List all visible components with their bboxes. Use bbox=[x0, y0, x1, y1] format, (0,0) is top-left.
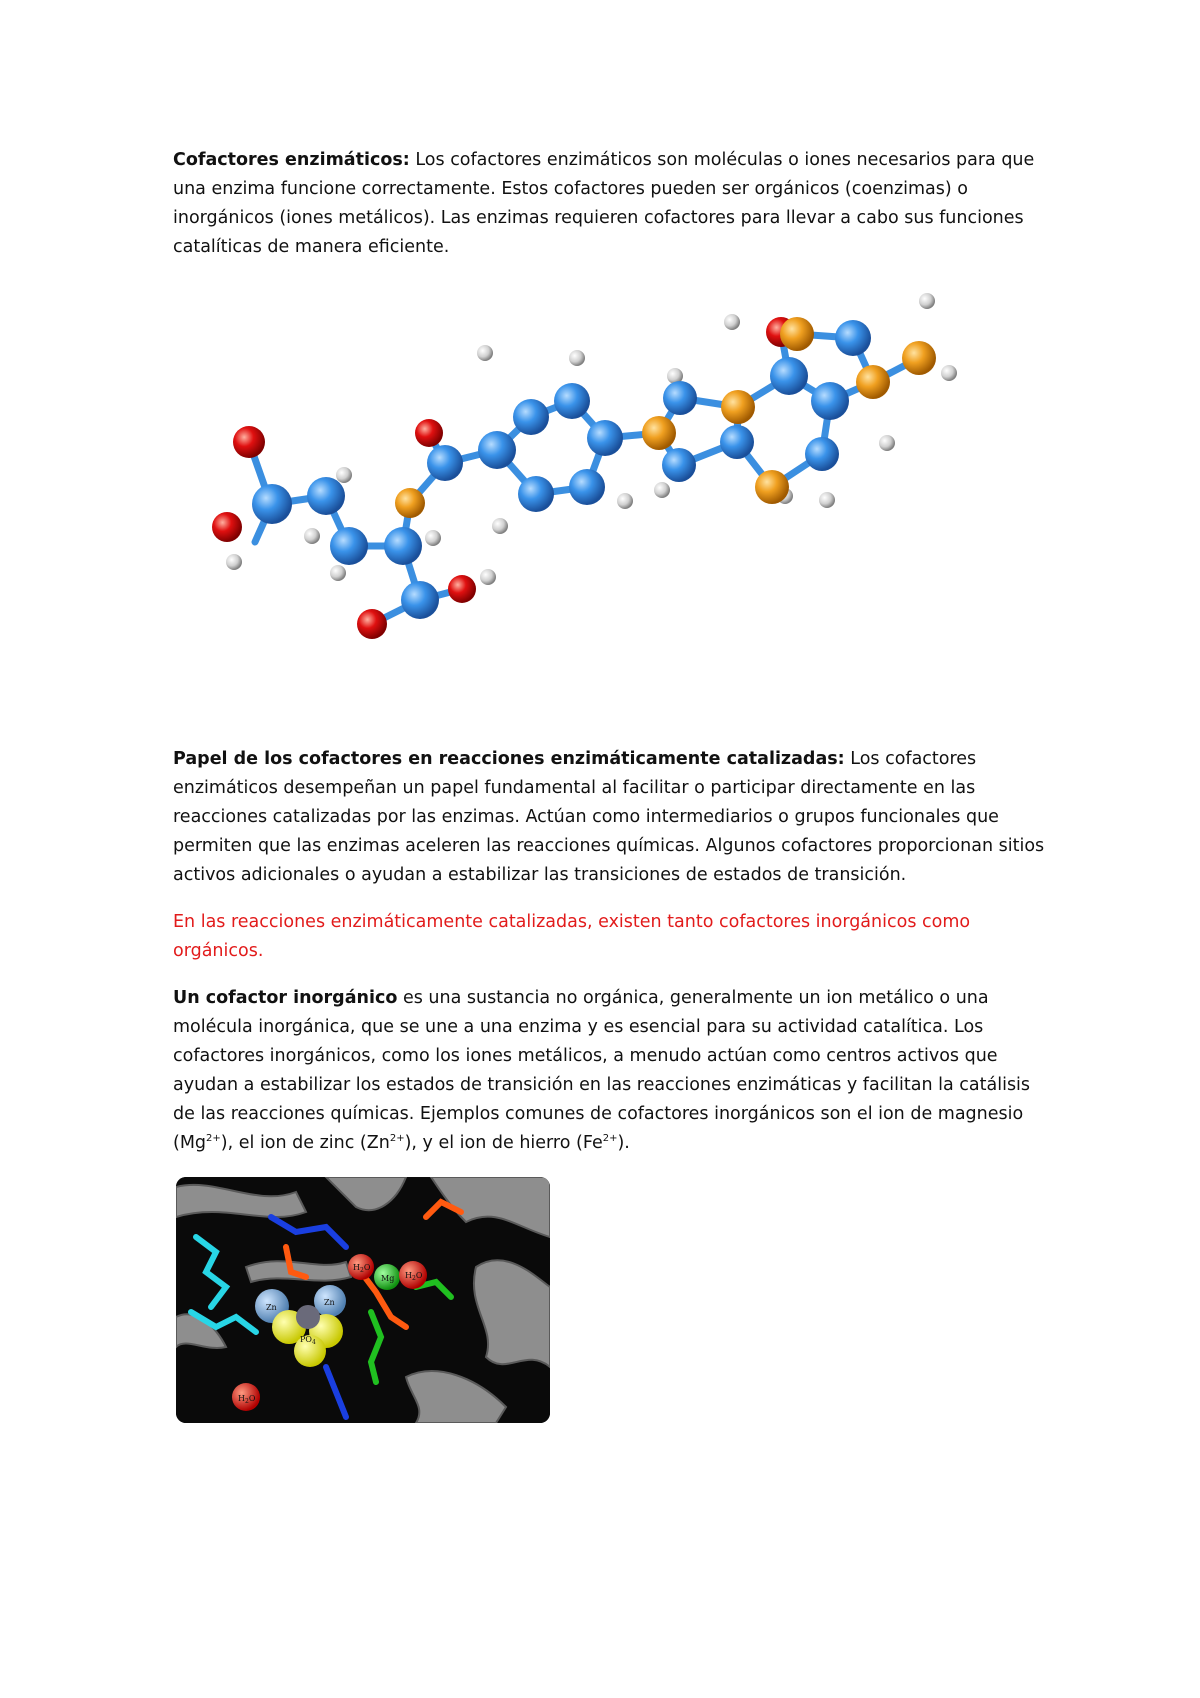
folic-acid-molecule-figure bbox=[205, 290, 1025, 710]
enzyme-active-site-figure bbox=[176, 1177, 550, 1423]
paragraph-text: es una sustancia no orgánica, generalmente un ion metálico o una molécula inorgánica, que se une a una enzima y es esencial para su actividad catalítica. Los cofactores inorgánicos, como los iones metálicos, a menudo actúan como centros activos que ayudan a estabilizar los estados de transición en las reacciones enzimáticas y facilitan la catálisis de las reacciones químicas. Ejemplos comunes de cofactores inorgánicos son el ion de magnesio (Mg bbox=[173, 988, 1031, 1153]
zn-label-1: Zn bbox=[266, 1303, 277, 1312]
water-label-1-o: O bbox=[363, 1263, 371, 1272]
highlight-paragraph bbox=[173, 908, 1053, 966]
po4-label-text: PO bbox=[300, 1335, 312, 1344]
fe-charge: 2+ bbox=[602, 1133, 618, 1145]
water-label-2-h: H bbox=[405, 1271, 412, 1280]
mg-label: Mg bbox=[381, 1274, 395, 1283]
water-label-3-h: H bbox=[238, 1394, 245, 1403]
water-label-2-sub: 2 bbox=[411, 1275, 416, 1282]
water-label-3-o: O bbox=[248, 1394, 256, 1403]
zn-label-2: Zn bbox=[324, 1298, 335, 1307]
paragraph-text: Los cofactores enzimáticos son moléculas o iones necesarios para que una enzima funcione correctamente. Estos cofactores pueden ser orgánicos (coenzimas) o inorgánicos (iones metálicos). Las enzimas requieren cofactores para llevar a cabo sus funciones catalíticas de manera eficiente. bbox=[173, 150, 1035, 257]
zn-charge: 2+ bbox=[389, 1133, 405, 1145]
po4-label-subscript: 4 bbox=[311, 1339, 316, 1346]
highlight-text: En las reacciones enzimáticamente catalizadas, existen tanto cofactores inorgánicos como orgánicos. bbox=[173, 912, 971, 961]
paragraph-text-end: ). bbox=[617, 1133, 630, 1153]
molecule-atoms bbox=[212, 293, 957, 639]
heading-papel-de-los-cofactores: Papel de los cofactores en reacciones enzimáticamente catalizadas: bbox=[173, 749, 845, 769]
paragraph-cofactor-inorganico bbox=[173, 984, 1053, 1158]
paragraph-text: Los cofactores enzimáticos desempeñan un papel fundamental al facilitar o participar directamente en las reacciones catalizadas por las enzimas. Actúan como intermediarios o grupos funcionales que permiten que las enzimas aceleren las reacciones químicas. Algunos cofactores proporcionan sitios activos adicionales o ayudan a estabilizar las transiciones de estados de transición. bbox=[173, 749, 1045, 885]
heading-cofactor-inorganico: Un cofactor inorgánico bbox=[173, 988, 398, 1008]
paragraph-cofactores-enzimaticos bbox=[173, 146, 1053, 262]
water-label-1-h: H bbox=[353, 1263, 360, 1272]
mg-charge: 2+ bbox=[206, 1133, 221, 1145]
water-label-3-sub: 2 bbox=[244, 1398, 249, 1405]
paragraph-text-fe: ), y el ion de hierro (Fe bbox=[404, 1133, 603, 1153]
heading-cofactores-enzimaticos: Cofactores enzimáticos: bbox=[173, 150, 410, 170]
water-label-1-sub: 2 bbox=[359, 1267, 364, 1274]
paragraph-text-zn: ), el ion de zinc (Zn bbox=[220, 1133, 390, 1153]
water-label-2-o: O bbox=[415, 1271, 423, 1280]
paragraph-papel-de-los-cofactores bbox=[173, 745, 1053, 890]
enzyme-active-site-render bbox=[176, 1177, 550, 1423]
